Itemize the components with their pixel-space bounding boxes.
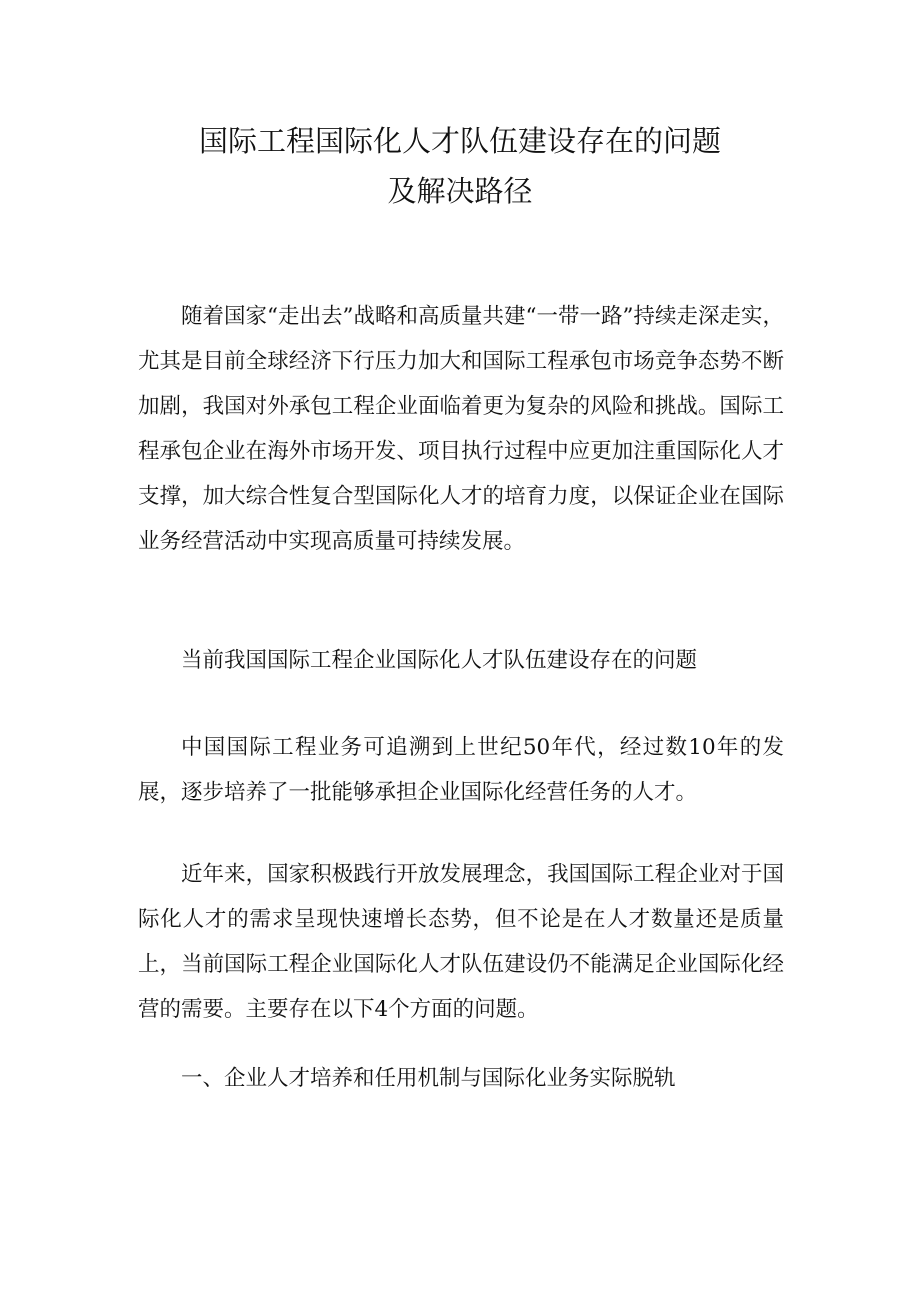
intro-paragraph: 随着国家“走出去”战略和高质量共建“一带一路”持续走深走实，尤其是目前全球经济下行压力加大和国际工程承包市场竞争态势不断加剧，我国对外承包工程企业面临着更为复杂的风险和挑战。国际工程承包企业在海外市场开发、项目执行过程中应更加注重国际化人才支撑，加大综合性复合型国际化人才的培育力度，以保证企业在国际业务经营活动中实现高质量可持续发展。: [138, 304, 784, 554]
section-heading: 当前我国国际工程企业国际化人才队伍建设存在的问题: [181, 648, 698, 673]
document-title: [120, 116, 800, 216]
recent-paragraph: 近年来，国家积极践行开放发展理念，我国国际工程企业对于国际化人才的需求呈现快速增长态势，但不论是在人才数量还是质量上，当前国际工程企业国际化人才队伍建设仍不能满足企业国际化经营的需要。主要存在以下4个方面的问题。: [138, 862, 784, 1022]
title-line-2: 及解决路径: [387, 174, 533, 208]
title-line-1: 国际工程国际化人才队伍建设存在的问题: [198, 124, 721, 158]
subsection-heading-1: 一、企业人才培养和任用机制与国际化业务实际脱轨: [181, 1066, 676, 1091]
history-paragraph: 中国国际工程业务可追溯到上世纪50年代，经过数10年的发展，逐步培养了一批能够承担企业国际化经营任务的人才。: [138, 735, 784, 805]
